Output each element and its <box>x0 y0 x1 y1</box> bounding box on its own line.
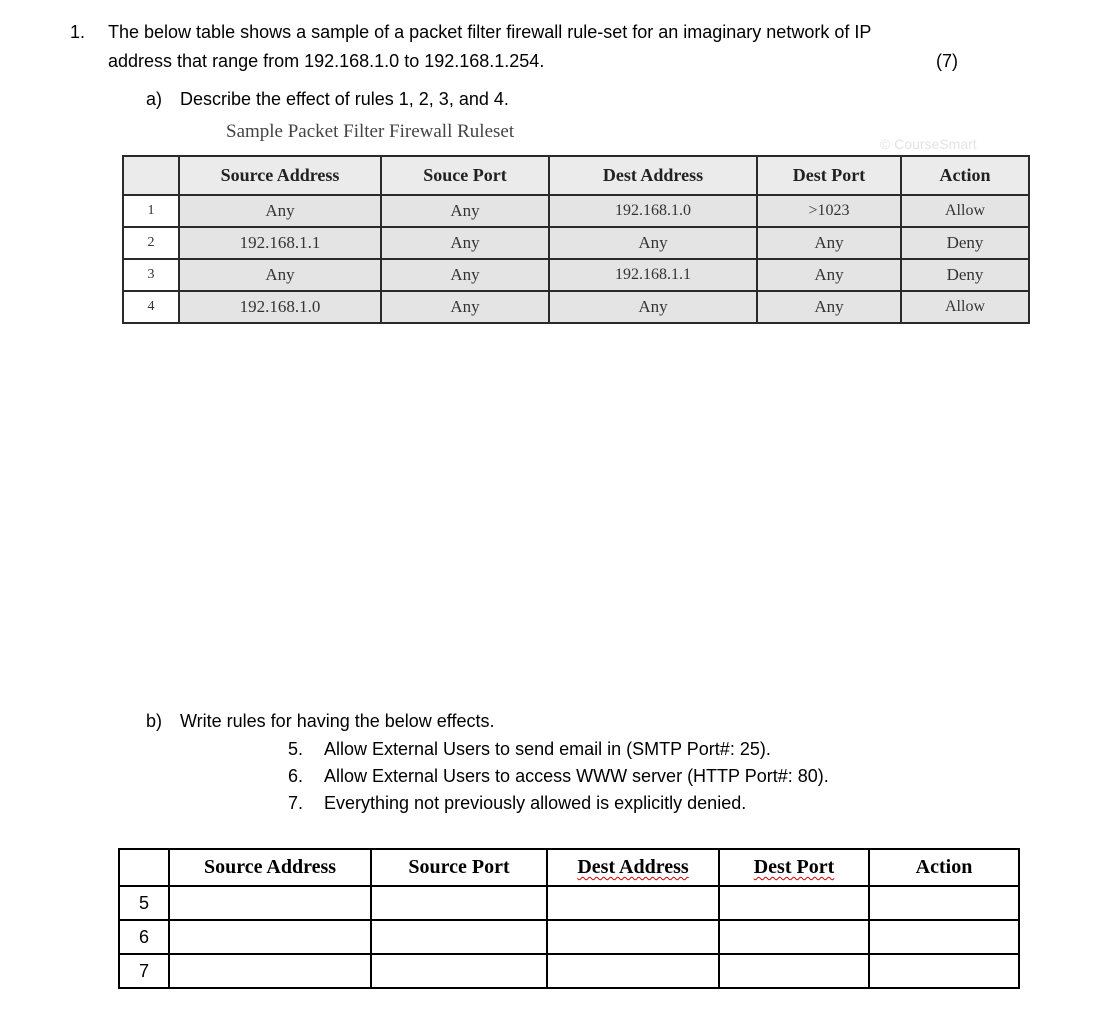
header-dest-port: Dest Port <box>757 156 901 195</box>
header-source-address: Source Address <box>179 156 381 195</box>
rule-7-text: Everything not previously allowed is explicitly denied. <box>324 793 747 813</box>
table-row <box>123 227 1029 259</box>
answer-source-port-cell[interactable] <box>371 954 547 988</box>
answer-header-dest-port-text: Dest Port <box>753 856 835 878</box>
answer-dest-address-cell[interactable] <box>547 920 719 954</box>
dest-port-cell: Any <box>757 227 901 259</box>
dest-port-cell: Any <box>757 259 901 291</box>
answer-header-dest-address <box>547 849 719 886</box>
part-a-text: Describe the effect of rules 1, 2, 3, and 4. <box>180 89 509 109</box>
dest-address-cell: 192.168.1.1 <box>549 259 757 291</box>
part-b-text: Write rules for having the below effects. <box>180 711 495 731</box>
answer-table <box>118 848 1020 989</box>
answer-row <box>119 886 1019 920</box>
dest-port-cell: Any <box>757 291 901 323</box>
dest-port-cell: >1023 <box>757 195 901 227</box>
answer-header-action: Action <box>869 849 1019 886</box>
question-marks: (7) <box>936 51 958 71</box>
source-port-cell: Any <box>381 291 549 323</box>
answer-source-address-cell[interactable] <box>169 920 371 954</box>
source-port-cell: Any <box>381 227 549 259</box>
rule-number: 1 <box>123 195 179 227</box>
source-address-cell: Any <box>179 259 381 291</box>
rule-number: 4 <box>123 291 179 323</box>
answer-dest-port-cell[interactable] <box>719 920 869 954</box>
answer-header-dest-address-text: Dest Address <box>577 856 689 878</box>
question-text-line1: The below table shows a sample of a packet filter firewall rule-set for an imaginary network of IP <box>108 22 872 42</box>
table-row <box>123 195 1029 227</box>
answer-header-dest-port <box>719 849 869 886</box>
action-cell: Allow <box>901 291 1029 323</box>
part-b-label: b) <box>146 711 163 731</box>
source-port-cell: Any <box>381 195 549 227</box>
action-cell: Allow <box>901 195 1029 227</box>
rule-5-number: 5. <box>288 739 304 759</box>
answer-rule-number: 7 <box>119 954 169 988</box>
action-cell: Deny <box>901 259 1029 291</box>
answer-rule-number: 5 <box>119 886 169 920</box>
answer-dest-port-cell[interactable] <box>719 954 869 988</box>
rule-6-number: 6. <box>288 766 304 786</box>
dest-address-cell: Any <box>549 227 757 259</box>
rule-5-text: Allow External Users to send email in (SMTP Port#: 25). <box>324 739 771 759</box>
table-caption: Sample Packet Filter Firewall Ruleset <box>226 121 515 142</box>
part-a-label: a) <box>146 89 163 109</box>
source-address-cell: 192.168.1.1 <box>179 227 381 259</box>
answer-source-address-cell[interactable] <box>169 886 371 920</box>
answer-dest-address-cell[interactable] <box>547 954 719 988</box>
answer-action-cell[interactable] <box>869 886 1019 920</box>
header-action: Action <box>901 156 1029 195</box>
rule-number: 3 <box>123 259 179 291</box>
answer-source-port-cell[interactable] <box>371 886 547 920</box>
sample-ruleset-table <box>122 155 1030 324</box>
answer-row <box>119 954 1019 988</box>
source-port-cell: Any <box>381 259 549 291</box>
answer-header-source-address: Source Address <box>169 849 371 886</box>
header-num <box>123 156 179 195</box>
table-row <box>123 259 1029 291</box>
source-address-cell: Any <box>179 195 381 227</box>
table-header-row <box>123 156 1029 195</box>
dest-address-cell: Any <box>549 291 757 323</box>
rule-6-text: Allow External Users to access WWW server (HTTP Port#: 80). <box>324 766 829 786</box>
answer-row <box>119 920 1019 954</box>
question-text-line2: address that range from 192.168.1.0 to 192.168.1.254. <box>108 51 545 71</box>
rule-number: 2 <box>123 227 179 259</box>
answer-source-port-cell[interactable] <box>371 920 547 954</box>
answer-dest-address-cell[interactable] <box>547 886 719 920</box>
watermark: © CourseSmart <box>880 136 977 152</box>
header-dest-address: Dest Address <box>549 156 757 195</box>
answer-header-num <box>119 849 169 886</box>
answer-dest-port-cell[interactable] <box>719 886 869 920</box>
header-source-port: Souce Port <box>381 156 549 195</box>
answer-source-address-cell[interactable] <box>169 954 371 988</box>
rule-7-number: 7. <box>288 793 304 813</box>
answer-action-cell[interactable] <box>869 920 1019 954</box>
answer-rule-number: 6 <box>119 920 169 954</box>
answer-header-source-port: Source Port <box>371 849 547 886</box>
table-row <box>123 291 1029 323</box>
source-address-cell: 192.168.1.0 <box>179 291 381 323</box>
answer-header-row <box>119 849 1019 886</box>
dest-address-cell: 192.168.1.0 <box>549 195 757 227</box>
question-number: 1. <box>70 22 86 42</box>
answer-action-cell[interactable] <box>869 954 1019 988</box>
action-cell: Deny <box>901 227 1029 259</box>
